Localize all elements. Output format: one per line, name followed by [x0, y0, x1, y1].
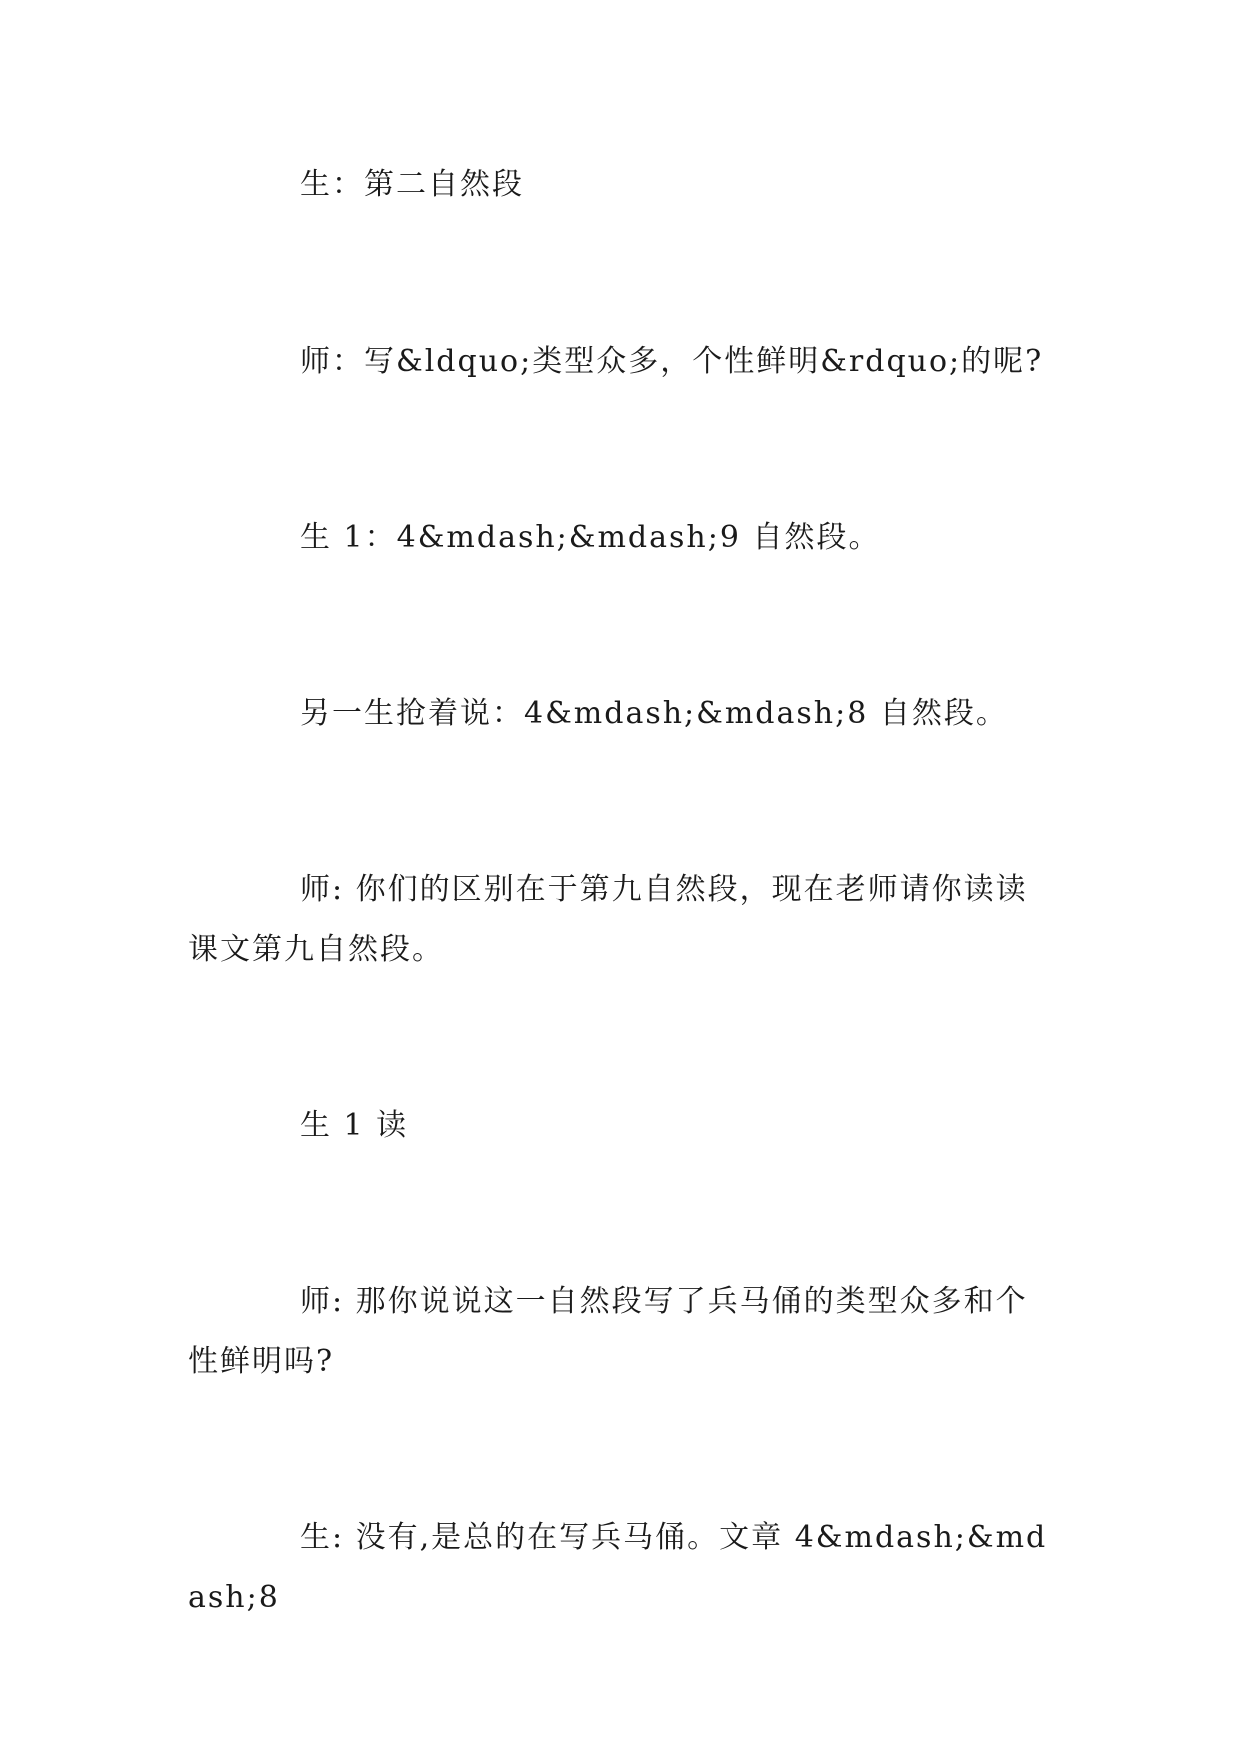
paragraph: 师: 那你说说这一自然段写了兵马俑的类型众多和个性鲜明吗?: [188, 1284, 1028, 1379]
paragraph: 生 1：4&mdash;&mdash;9 自然段。: [300, 520, 881, 555]
paragraph: 师: 你们的区别在于第九自然段，现在老师请你读读课文第九自然段。: [188, 872, 1028, 967]
paragraph: 生 1 读: [300, 1108, 409, 1143]
paragraph: 生：第二自然段: [300, 167, 524, 202]
paragraph: 生: 没有,是总的在写兵马俑。文章 4&mdash;&mdash;8: [188, 1520, 1048, 1615]
paragraph: 师：写&ldquo;类型众多，个性鲜明&rdquo;的呢?: [300, 344, 1044, 379]
paragraph: 另一生抢着说：4&mdash;&mdash;8 自然段。: [300, 696, 1008, 731]
